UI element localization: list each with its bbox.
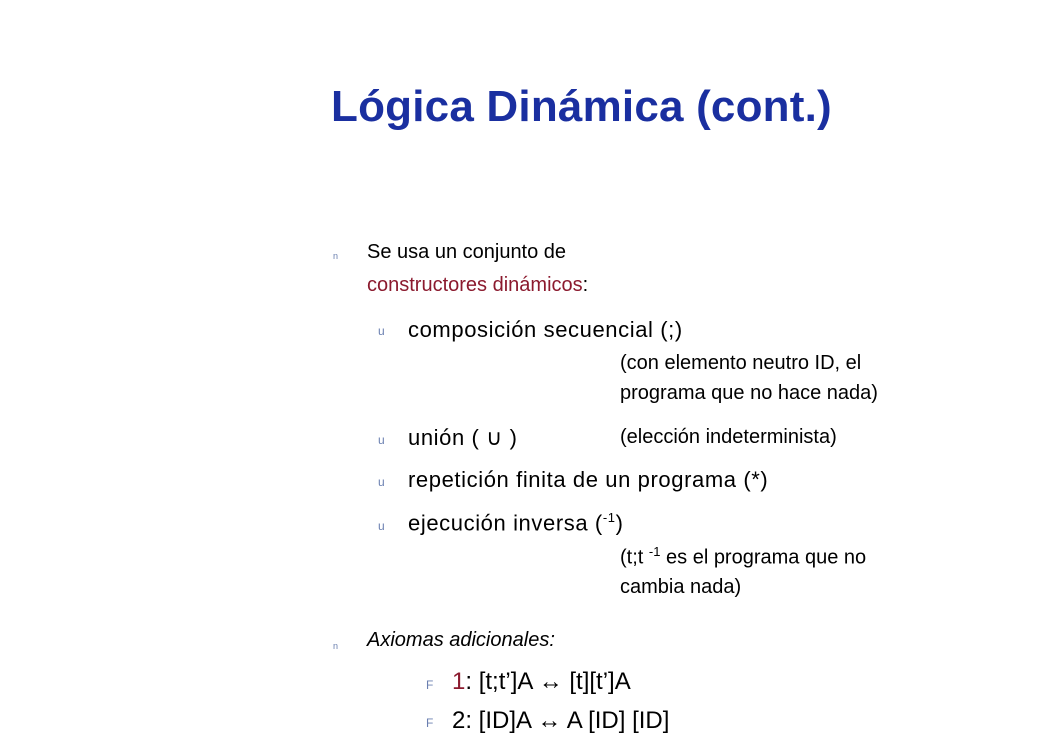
ejecucion-note-line1: [620, 544, 866, 570]
bullet-marker: n: [333, 641, 339, 651]
ejecucion-note-line2: cambia nada): [620, 576, 742, 598]
superscript-minus-one: -1: [602, 510, 616, 525]
composicion-note-line2: programa que no hace nada): [620, 382, 878, 404]
superscript-minus-one: -1: [648, 544, 661, 559]
axiom-1-text: : [t;t’]A ↔ [t][t’]A: [465, 668, 631, 695]
ejecucion-note-post: es el programa que no: [660, 546, 867, 569]
axiom-1: [452, 668, 631, 696]
axiom-number: 1: [452, 668, 466, 695]
axiom-2-partial: 2: [ID]A ↔ A [ID] [ID]: [452, 707, 670, 734]
sub-item-union: unión ( ∪ ): [408, 425, 518, 450]
sub-bullet-marker: u: [378, 324, 385, 338]
sub-item-repeticion: repetición finita de un programa (*): [408, 467, 769, 492]
sub-bullet-marker: u: [378, 475, 385, 489]
composicion-note-line1: (con elemento neutro ID, el: [620, 352, 862, 374]
sub-bullet-marker: u: [378, 433, 385, 447]
highlight-constructores: constructores dinámicos: [367, 274, 583, 296]
colon: :: [582, 274, 589, 296]
sub-item-composicion: composición secuencial (;): [408, 317, 683, 342]
ejecucion-note-pre: (t;t: [620, 546, 649, 569]
slide-title: Lógica Dinámica (cont.): [331, 82, 832, 131]
ejecucion-close: ): [615, 510, 624, 536]
axiom-bullet-marker: F: [426, 678, 434, 692]
union-note: (elección indeterminista): [620, 426, 837, 448]
bullet-text-line1: Se usa un conjunto de: [367, 241, 567, 263]
bullet-marker: n: [333, 251, 339, 261]
bullet-text-line2: [367, 274, 588, 297]
sub-item-ejecucion: [408, 510, 624, 536]
ejecucion-text: ejecución inversa (: [408, 510, 603, 536]
bullet-axiomas: Axiomas adicionales:: [367, 629, 555, 651]
sub-bullet-marker: u: [378, 519, 385, 533]
axiom-bullet-marker: F: [426, 716, 434, 730]
